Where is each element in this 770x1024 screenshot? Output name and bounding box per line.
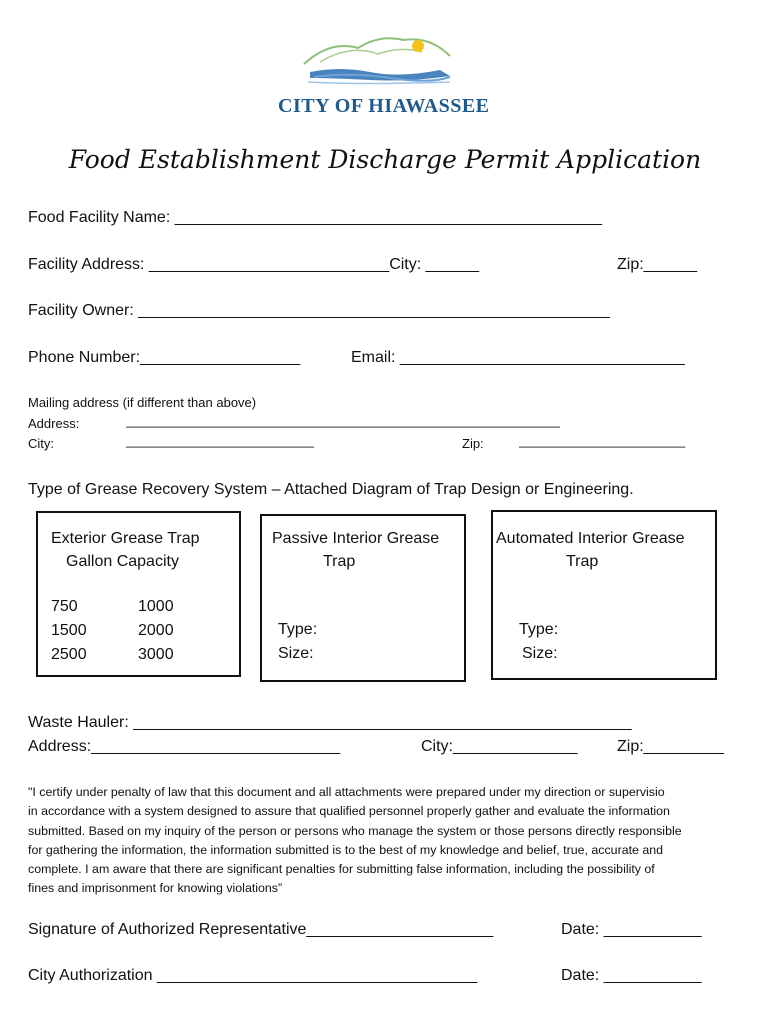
certification-line: fines and imprisonment for knowing violations” [28, 881, 283, 896]
mailing-zip-label: Zip: [462, 436, 484, 451]
capacity-1000[interactable]: 1000 [138, 598, 174, 615]
signature-date-field[interactable]: Date: ___________ [561, 921, 702, 938]
automated-grease-trap-box[interactable] [491, 510, 717, 680]
mountain-lake-logo-icon [300, 30, 460, 92]
certification-line: "I certify under penalty of law that this document and all attachments were prepared under my direction or supervisio [28, 785, 665, 799]
city-logo [300, 30, 460, 92]
authorized-signature-field[interactable]: Signature of Authorized Representative_____________________ [28, 921, 494, 938]
automated-type-field[interactable]: Type: [519, 621, 559, 638]
email-field[interactable]: Email: ________________________________ [351, 349, 685, 366]
mailing-zip-line[interactable]: _______________________ [519, 433, 686, 448]
mailing-city-line[interactable]: __________________________ [126, 433, 314, 448]
city-authorization-field[interactable]: City Authorization ____________________________________ [28, 967, 478, 984]
passive-title-line1: Passive Interior Grease [272, 530, 440, 547]
capacity-2000[interactable]: 2000 [138, 622, 174, 639]
exterior-title-line2: Gallon Capacity [66, 553, 179, 570]
facility-owner-field[interactable]: Facility Owner: _____________________________________________________ [28, 302, 610, 319]
mailing-address-label: Address: [28, 416, 80, 431]
facility-address-field[interactable]: Facility Address: ___________________________City: ______ [28, 256, 480, 273]
exterior-grease-trap-box[interactable] [36, 511, 241, 677]
authorization-date-field[interactable]: Date: ___________ [561, 967, 702, 984]
certification-line: submitted. Based on my inquiry of the person or persons who manage the system or those persons directly responsible [28, 823, 682, 838]
automated-title-line1: Automated Interior Grease [496, 530, 685, 547]
waste-hauler-field[interactable]: Waste Hauler: ________________________________________________________ [28, 714, 632, 731]
automated-size-field[interactable]: Size: [522, 645, 558, 662]
phone-field[interactable]: Phone Number:__________________ [28, 349, 301, 366]
capacity-2500[interactable]: 2500 [51, 646, 87, 663]
city-name: CITY OF HIAWASSEE [278, 95, 490, 117]
capacity-1500[interactable]: 1500 [51, 622, 87, 639]
passive-size-field[interactable]: Size: [278, 645, 314, 662]
certification-statement [28, 783, 756, 899]
mailing-heading: Mailing address (if different than above) [28, 395, 257, 410]
mailing-address-line[interactable]: ____________________________________________________________ [126, 413, 560, 428]
hauler-city-field[interactable]: City:______________ [421, 738, 578, 755]
facility-zip-field[interactable]: Zip:______ [617, 256, 698, 273]
certification-line: complete. I am aware that there are significant penalties for submitting false information, including the possibility of [28, 862, 655, 877]
passive-grease-trap-box[interactable] [260, 514, 466, 682]
grease-system-heading: Type of Grease Recovery System – Attached Diagram of Trap Design or Engineering. [28, 481, 634, 498]
passive-type-field[interactable]: Type: [278, 621, 318, 638]
mailing-city-label: City: [28, 436, 54, 451]
capacity-3000[interactable]: 3000 [138, 646, 174, 663]
certification-line: in accordance with a system designed to assure that qualified personnel properly gather and evaluate the information [28, 804, 670, 819]
hauler-zip-field[interactable]: Zip:_________ [617, 738, 724, 755]
capacity-750[interactable]: 750 [51, 598, 78, 615]
facility-name-field[interactable]: Food Facility Name: ________________________________________________ [28, 209, 602, 226]
passive-title-line2: Trap [323, 553, 356, 570]
page-title: Food Establishment Discharge Permit Application [68, 145, 702, 174]
automated-title-line2: Trap [566, 553, 599, 570]
certification-line: for gathering the information, the information submitted is to the best of my knowledge and belief, true, accurate and [28, 842, 664, 857]
hauler-address-field[interactable]: Address:____________________________ [28, 738, 341, 755]
exterior-title-line1: Exterior Grease Trap [51, 530, 200, 547]
